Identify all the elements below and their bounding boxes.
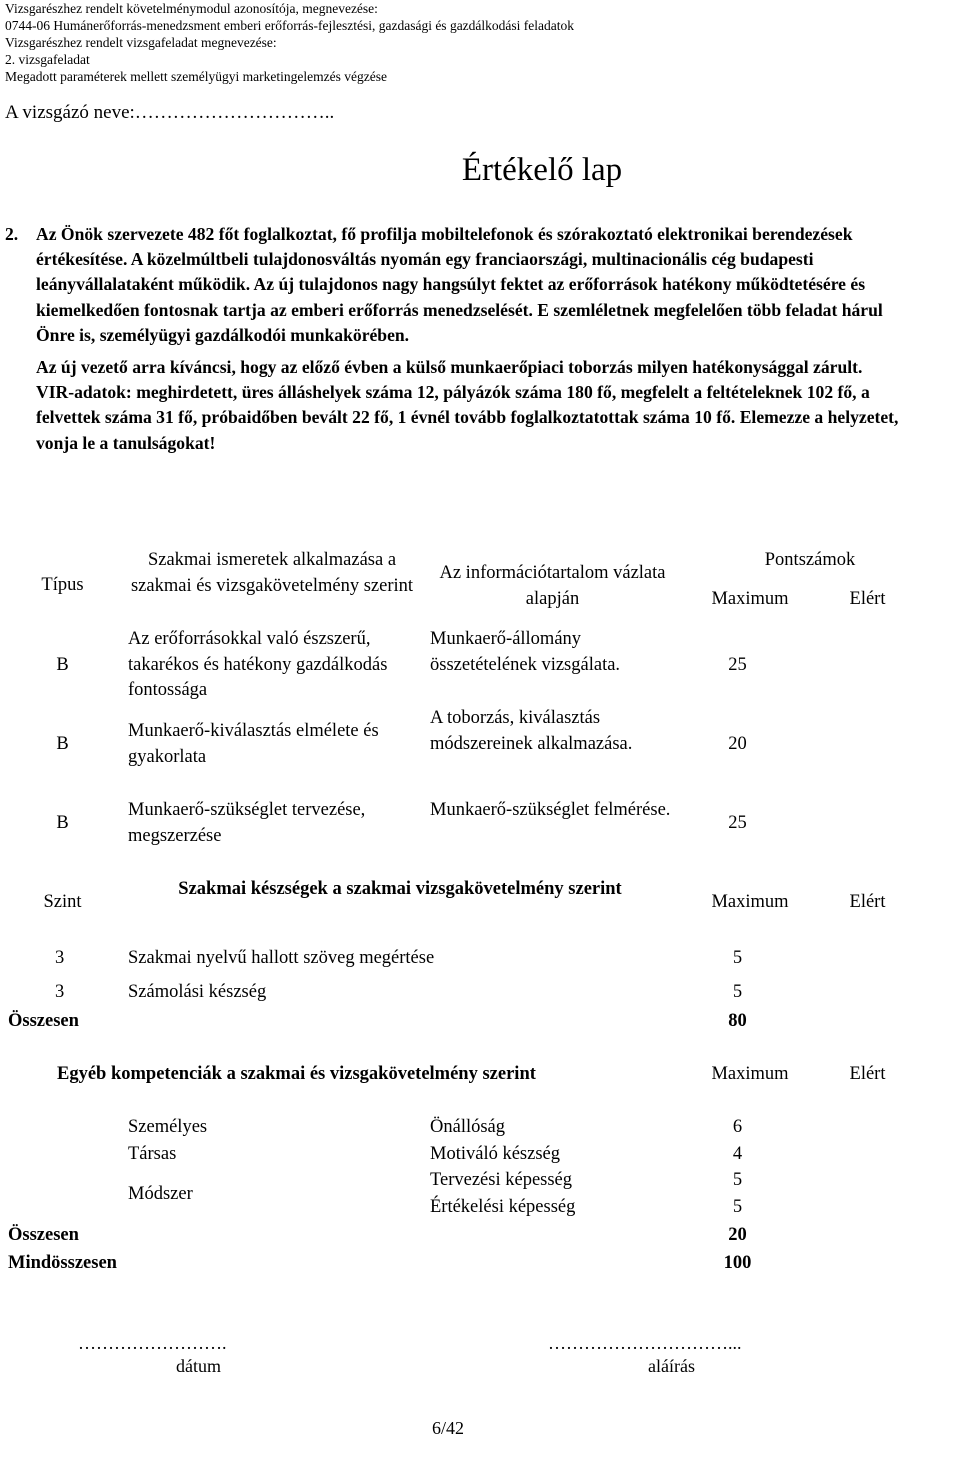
col-header-achieved: Elért bbox=[849, 589, 886, 609]
skill2-level: 3 bbox=[55, 982, 65, 1002]
competence4-item: Értékelési képesség bbox=[430, 1197, 576, 1217]
col-header-type: Típus bbox=[41, 575, 84, 595]
header-task-name: Megadott paraméterek mellett személyügyi marketingelemzés végzése bbox=[5, 69, 387, 84]
task-number: 2. bbox=[5, 224, 19, 244]
page-title: Értékelő lap bbox=[461, 152, 623, 188]
competences-total-label: Összesen bbox=[8, 1225, 79, 1245]
row1-max: 25 bbox=[728, 655, 747, 675]
grand-total-label: Mindösszesen bbox=[8, 1253, 117, 1273]
competences-total-value: 20 bbox=[728, 1225, 747, 1245]
signature-line: …………………………... bbox=[548, 1333, 742, 1353]
skill2-name: Számolási készség bbox=[128, 982, 267, 1002]
row2-type: B bbox=[56, 734, 69, 754]
col-header-knowledge: Szakmai ismeretek alkalmazása a szakmai és vizsgakövetelmény szerint bbox=[130, 550, 414, 596]
competence3-item: Tervezési képesség bbox=[430, 1170, 573, 1190]
competence1-item: Önállóság bbox=[430, 1117, 506, 1137]
row2-content: A toborzás, kiválasztás módszereinek alkalmazása. bbox=[430, 708, 633, 754]
col-header-content: Az információtartalom vázlata alapján bbox=[439, 563, 666, 609]
col-header-max: Maximum bbox=[711, 589, 789, 609]
candidate-name-line: A vizsgázó neve:………………………….. bbox=[5, 102, 335, 123]
date-label: dátum bbox=[176, 1356, 221, 1376]
row1-type: B bbox=[56, 655, 69, 675]
row1-content: Munkaerő-állomány összetételének vizsgálata. bbox=[430, 629, 621, 675]
page-number: 6/42 bbox=[432, 1418, 465, 1438]
col-header-points: Pontszámok bbox=[764, 550, 856, 570]
skill1-max: 5 bbox=[732, 948, 743, 968]
date-line: ……………………. bbox=[78, 1333, 227, 1353]
header-module-name: 0744-06 Humánerőforrás-menedzsment emberi erőforrás-fejlesztési, gazdasági és gazdálkodási feladatok bbox=[5, 18, 575, 33]
header-task-label: Vizsgarészhez rendelt vizsgafeladat megnevezése: bbox=[5, 35, 277, 50]
task-paragraph-data: VIR-adatok: meghirdetett, üres álláshelyek száma 12, pályázók száma 180 fő, megfelelt a feltételeknek 102 fő, a felvettek száma 31 fő, próbaidőben bevált 22 fő, 1 évnél tovább foglalkoztatottak száma 10 fő. Elemezze a helyzetet, vonja le a tanulságokat! bbox=[36, 382, 899, 453]
skills-total-label: Összesen bbox=[8, 1011, 79, 1031]
competence2-item: Motiváló készség bbox=[430, 1144, 560, 1164]
header-task-number: 2. vizsgafeladat bbox=[5, 52, 90, 67]
col-header-achieved: Elért bbox=[849, 1064, 886, 1084]
competence4-max: 5 bbox=[732, 1197, 743, 1217]
task-description bbox=[5, 222, 905, 456]
row3-content: Munkaerő-szükséglet felmérése. bbox=[430, 800, 671, 820]
row2-knowledge: Munkaerő-kiválasztás elmélete és gyakorlata bbox=[128, 721, 379, 767]
col-header-max: Maximum bbox=[711, 1064, 789, 1084]
row3-max: 25 bbox=[728, 813, 747, 833]
task-paragraph-question: Az új vezető arra kíváncsi, hogy az előző évben a külső munkaerőpiaci toborzás milyen hatékonysággal zárult. bbox=[36, 357, 863, 378]
row3-knowledge: Munkaerő-szükséglet tervezése, megszerzése bbox=[128, 800, 366, 846]
competence2-category: Társas bbox=[128, 1144, 177, 1164]
competence1-category: Személyes bbox=[128, 1117, 208, 1137]
col-header-competences: Egyéb kompetenciák a szakmai és vizsgakövetelmény szerint bbox=[57, 1064, 536, 1084]
row3-type: B bbox=[56, 813, 69, 833]
skill1-name: Szakmai nyelvű hallott szöveg megértése bbox=[128, 948, 435, 968]
col-header-skills: Szakmai készségek a szakmai vizsgakövetelmény szerint bbox=[178, 879, 622, 899]
skills-total-value: 80 bbox=[728, 1011, 747, 1031]
signature-label: aláírás bbox=[648, 1356, 695, 1376]
header-module-label: Vizsgarészhez rendelt követelménymodul azonosítója, megnevezése: bbox=[5, 1, 378, 16]
competence2-max: 4 bbox=[732, 1144, 743, 1164]
competence1-max: 6 bbox=[732, 1117, 743, 1137]
task-paragraph-context: Az Önök szervezete 482 főt foglalkoztat, fő profilja mobiltelefonok és szórakoztató elektronikai berendezések értékesítése. A közelmúltbeli tulajdonosváltás nyomán egy franciaországi, multinacionális cég budapesti leányvállalataként működik. Az új tulajdonos nagy hangsúlyt fektet az erőforrások hatékony működtetésére és kiemelkedően fontosnak tartja az emberi erőforrás menedzselését. E szemléletnek megfelelően több feladat hárul Önre is, személyügyi gazdálkodói munkakörében. bbox=[36, 224, 883, 345]
row1-knowledge: Az erőforrásokkal való észszerű, takarékos és hatékony gazdálkodás fontossága bbox=[128, 629, 388, 700]
skill1-level: 3 bbox=[55, 948, 65, 968]
col-header-achieved: Elért bbox=[849, 892, 886, 912]
col-header-max: Maximum bbox=[711, 892, 789, 912]
col-header-level: Szint bbox=[43, 892, 82, 912]
competence3-max: 5 bbox=[732, 1170, 743, 1190]
competence3-category: Módszer bbox=[128, 1184, 193, 1204]
grand-total-value: 100 bbox=[723, 1253, 752, 1273]
skill2-max: 5 bbox=[732, 982, 743, 1002]
row2-max: 20 bbox=[728, 734, 747, 754]
